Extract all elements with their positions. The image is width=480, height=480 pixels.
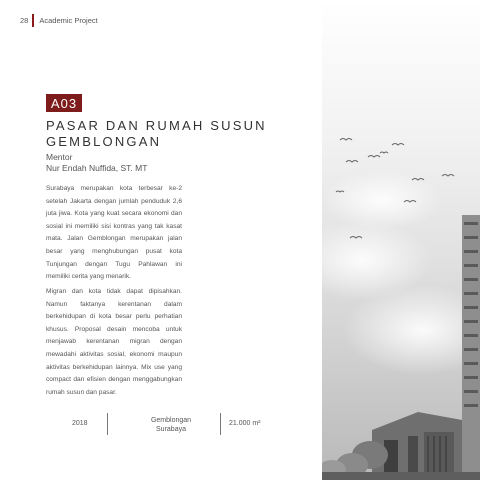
tower-building: [462, 215, 480, 480]
description-paragraph-2: Migran dan kota tidak dapat dipisahkan. Namun faktanya kerentanan dalam berkehidupan di kota besar perlu perhatian khusus. Proposal desain mencoba untuk menjawab kerentanan migran dengan mewadahi aktivitas sosial, ekonomi maupun aktivitas berkehidupan lainnya. Mix use yang compact dan efisien dengan menggabungkan rumah susun dan pasar.: [46, 288, 182, 396]
project-code-badge: A03: [46, 94, 82, 112]
description-paragraph-1: Surabaya merupakan kota terbesar ke-2 setelah Jakarta dengan jumlah penduduk 2,6 juta jiwa. Kota yang kuat secara ekonomi dan sosial ini memiliki sisi kontras yang tak kasat mata. Jalan Gemblongan merupakan jalan besar yang menghubungan pusat kota Tunjungan dengan Tugu Pahlawan ini memiliki cerita yang menarik.: [46, 185, 182, 281]
mentor-label: Mentor: [46, 152, 73, 162]
market-building: [372, 412, 462, 480]
page-number: 28: [20, 16, 29, 25]
cloud-shape: [322, 170, 442, 230]
location-line2: Surabaya: [156, 426, 186, 433]
ground-shape: [322, 472, 480, 480]
project-title: [46, 118, 296, 150]
section-label: Academic Project: [39, 16, 98, 25]
location-line1: Gemblongan: [150, 417, 192, 424]
footer-divider: [107, 413, 108, 435]
footer-divider: [220, 413, 221, 435]
project-year: 2018: [72, 420, 88, 427]
mentor-block: [46, 152, 147, 174]
project-area: 21.000 m²: [229, 420, 261, 427]
header-divider: [32, 14, 34, 27]
architectural-render-image: [322, 0, 480, 480]
page-header: [20, 14, 98, 27]
project-title-line1: PASAR DAN RUMAH SUSUN: [46, 118, 267, 133]
mentor-name: Nur Endah Nuffida, ST. MT: [46, 163, 148, 173]
project-location: [132, 416, 210, 434]
render-illustration: [322, 0, 480, 480]
project-title-line2: GEMBLONGAN: [46, 134, 162, 149]
